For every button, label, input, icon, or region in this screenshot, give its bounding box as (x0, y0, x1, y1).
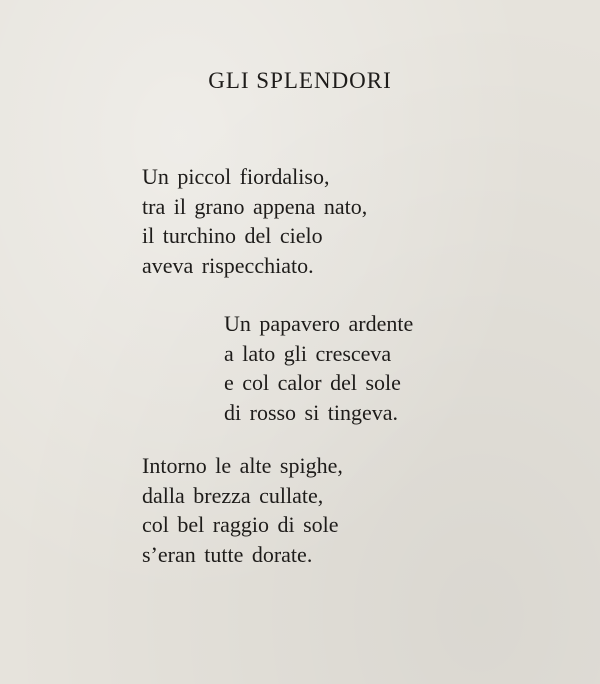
poem-line: e col calor del sole (224, 370, 401, 395)
poem-title: GLI SPLENDORI (208, 68, 392, 93)
poem-line: Intorno le alte spighe, (142, 453, 343, 478)
poem-line: col bel raggio di sole (142, 512, 339, 537)
poem-line: dalla brezza cullate, (142, 482, 324, 508)
stanza-3 (142, 451, 343, 569)
poem-line: il turchino del cielo (142, 223, 323, 248)
stanza-2 (224, 309, 413, 427)
poem-line: s’eran tutte dorate. (142, 541, 313, 567)
poem-line: aveva rispecchiato. (142, 252, 314, 278)
poem-line: tra il grano appena nato, (142, 193, 368, 219)
poem-line: Un papavero ardente (224, 311, 414, 336)
poem-line: Un piccol fiordaliso, (142, 164, 330, 189)
stanza-1 (142, 162, 367, 280)
poem-line: a lato gli cresceva (224, 340, 392, 366)
poem-line: di rosso si tingeva. (224, 399, 398, 425)
